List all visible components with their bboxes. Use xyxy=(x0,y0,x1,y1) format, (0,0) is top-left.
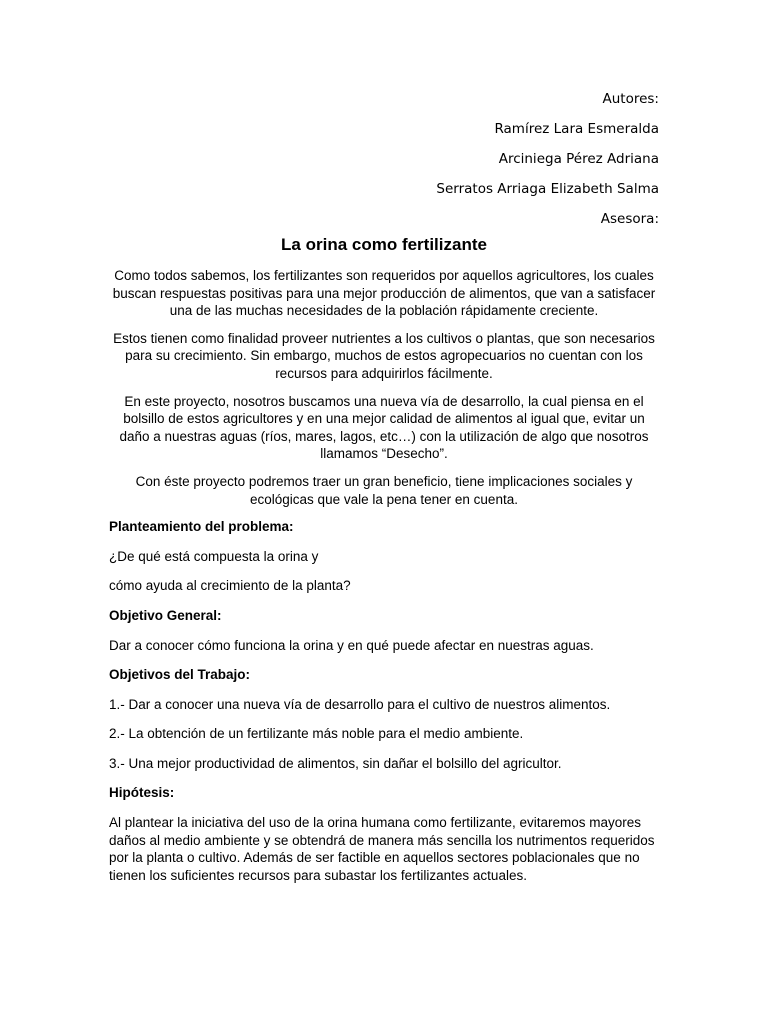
intro-paragraph: En este proyecto, nosotros buscamos una nueva vía de desarrollo, la cual piensa en el bolsillo de estos agricultores y en una mejor calidad de alimentos al igual que, evitar un daño a nuestras aguas (ríos, mares, lagos, etc…) con la utilización de algo que nosotros llamamos “Desecho”. xyxy=(119,393,649,462)
hypothesis-heading: Hipótesis: xyxy=(109,785,175,801)
intro-paragraph: Con éste proyecto podremos traer un gran beneficio, tiene implicaciones sociales y ecológicas que vale la pena tener en cuenta. xyxy=(135,473,633,507)
document-body xyxy=(109,233,659,884)
advisor-label: Asesora: xyxy=(600,211,659,227)
general-objective-heading: Objetivo General: xyxy=(109,607,222,623)
problem-line: cómo ayuda al crecimiento de la planta? xyxy=(109,578,351,594)
problem-heading: Planteamiento del problema: xyxy=(109,519,294,535)
authors-label: Autores: xyxy=(602,91,659,107)
author-name: Arciniega Pérez Adriana xyxy=(498,151,659,167)
author-name: Ramírez Lara Esmeralda xyxy=(494,121,659,137)
intro-paragraph: Como todos sabemos, los fertilizantes son requeridos por aquellos agricultores, los cuales buscan respuestas positivas para una mejor producción de alimentos, que van a satisfacer una de las muchas necesidades de la población rápidamente creciente. xyxy=(112,268,656,319)
authors-block xyxy=(159,84,659,234)
work-objectives-heading: Objetivos del Trabajo: xyxy=(109,667,251,683)
general-objective-text: Dar a conocer cómo funciona la orina y en qué puede afectar en nuestras aguas. xyxy=(109,637,594,653)
hypothesis-text: Al plantear la iniciativa del uso de la orina humana como fertilizante, evitaremos mayores daños al medio ambiente y se obtendrá de manera más sencilla los nutrimentos requeridos por la planta o cultivo. Además de ser factible en aquellos sectores poblacionales que no tienen los suficientes recursos para subastar los fertilizantes actuales. xyxy=(109,815,655,883)
work-objective-item: 3.- Una mejor productividad de alimentos, sin dañar el bolsillo del agricultor. xyxy=(109,755,562,771)
problem-line: ¿De qué está compuesta la orina y xyxy=(109,548,319,564)
author-name: Serratos Arriaga Elizabeth Salma xyxy=(436,181,659,197)
document-title: La orina como fertilizante xyxy=(281,235,487,254)
intro-paragraph: Estos tienen como finalidad proveer nutrientes a los cultivos o plantas, que son necesarios para su crecimiento. Sin embargo, muchos de estos agropecuarios no cuentan con los recursos para adquirirlos fácilmente. xyxy=(113,330,655,381)
work-objective-item: 2.- La obtención de un fertilizante más noble para el medio ambiente. xyxy=(109,726,524,742)
work-objective-item: 1.- Dar a conocer una nueva vía de desarrollo para el cultivo de nuestros alimentos. xyxy=(109,696,611,712)
